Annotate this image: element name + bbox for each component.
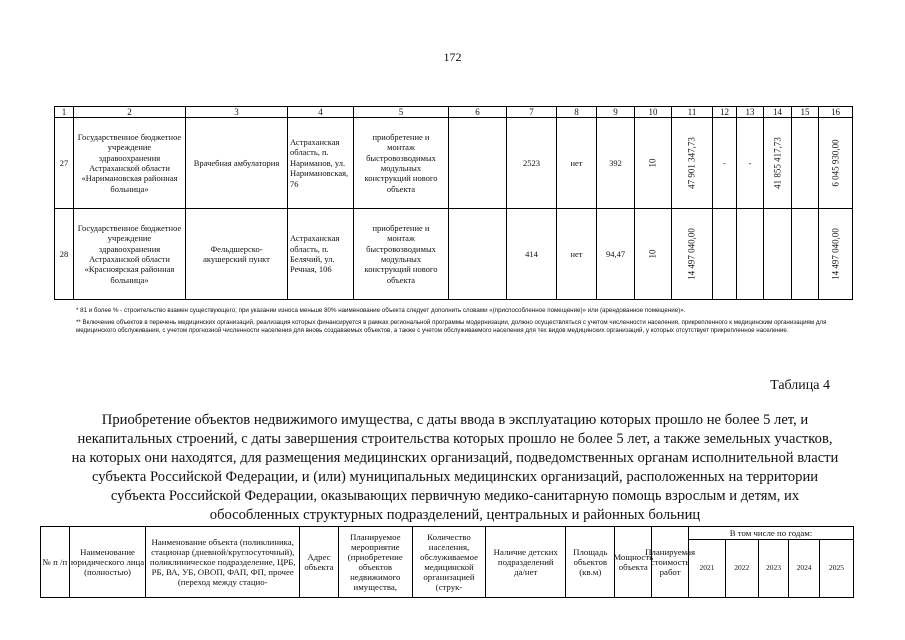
table-row — [55, 118, 853, 209]
column-number: 11 — [672, 107, 713, 118]
header-cell: Мощность объекта — [615, 527, 652, 598]
header-cell: Количество населения, обслуживаемое медицинской организацией (струк- — [412, 527, 486, 598]
year-header: 2023 — [758, 540, 789, 598]
header-cell: Планируемое мероприятие (приобретение объектов недвижимого имущества, — [338, 527, 412, 598]
header-cell: Адрес объекта — [300, 527, 339, 598]
area-cell: 392 — [597, 118, 635, 209]
header-cell: Наименование юридического лица (полностью) — [69, 527, 146, 598]
year-cell — [792, 118, 819, 209]
years-group-header: В том числе по годам: — [689, 527, 854, 540]
activity-cell: приобретение и монтаж быстровозводимых модульных конструкций нового объекта — [354, 118, 449, 209]
cell — [449, 118, 507, 209]
capacity-cell: 10 — [635, 118, 672, 209]
header-cell: Планируемая стоимость работ — [652, 527, 689, 598]
activity-cell: приобретение и монтаж быстровозводимых модульных конструкций нового объекта — [354, 209, 449, 300]
year-cell: - — [737, 118, 764, 209]
population-cell: 414 — [507, 209, 557, 300]
year-cell — [792, 209, 819, 300]
header-cell: Наличие детских подразделений да/нет — [486, 527, 566, 598]
column-number: 9 — [597, 107, 635, 118]
table-label: Таблица 4 — [770, 378, 830, 393]
object-name-cell: Фельдшерско-акушерский пункт — [186, 209, 288, 300]
footnotes — [76, 307, 836, 339]
address-cell: Астраханская область, п. Белячий, ул. Речная, 106 — [288, 209, 354, 300]
column-number: 6 — [449, 107, 507, 118]
year-cell: 6 045 930,00 — [819, 118, 853, 209]
table-row — [55, 209, 853, 300]
area-cell: 94,47 — [597, 209, 635, 300]
year-cell: 14 497 040,00 — [819, 209, 853, 300]
year-cell — [764, 209, 792, 300]
row-number: 28 — [55, 209, 74, 300]
column-number-row — [55, 107, 853, 118]
column-number: 10 — [635, 107, 672, 118]
footnote: ** Включение объектов в перечень медицинских организаций, реализация которых финансируется в рамках региональной программы модернизации, должно осуществляться с учетом численности населения, прикрепленного к медицинским организациям для медицинского обслуживания, с учетом прогнозной численности населения для вновь создаваемых объектов, а также с учетом обслуживаемого населения для тех видов медицинских организаций, у которых отсутствует прикрепленное население. — [76, 318, 827, 335]
column-number: 7 — [507, 107, 557, 118]
header-cell: № п /п — [41, 527, 70, 598]
year-cell — [713, 209, 737, 300]
year-header: 2021 — [689, 540, 726, 598]
column-number: 13 — [737, 107, 764, 118]
column-number: 4 — [288, 107, 354, 118]
data-table-bottom — [40, 526, 854, 598]
total-cost-cell: 47 901 347,73 — [672, 118, 713, 209]
column-number: 14 — [764, 107, 792, 118]
population-cell: 2523 — [507, 118, 557, 209]
children-cell: нет — [557, 118, 597, 209]
organization-cell: Государственное бюджетное учреждение здравоохранения Астраханской области «Красноярская районная больница» — [74, 209, 186, 300]
year-header: 2025 — [820, 540, 854, 598]
year-cell: 41 855 417,73 — [764, 118, 792, 209]
header-row — [41, 527, 854, 540]
row-number: 27 — [55, 118, 74, 209]
children-cell: нет — [557, 209, 597, 300]
year-header: 2022 — [725, 540, 758, 598]
column-number: 5 — [354, 107, 449, 118]
data-table-top — [54, 106, 853, 300]
column-number: 2 — [74, 107, 186, 118]
column-number: 8 — [557, 107, 597, 118]
address-cell: Астраханская область, п. Нариманов, ул. Наримановская, 76 — [288, 118, 354, 209]
page-number: 172 — [443, 50, 462, 64]
organization-cell: Государственное бюджетное учреждение здравоохранения Астраханской области «Наримановская районная больница» — [74, 118, 186, 209]
column-number: 3 — [186, 107, 288, 118]
year-header: 2024 — [789, 540, 820, 598]
column-number: 16 — [819, 107, 853, 118]
column-number: 12 — [713, 107, 737, 118]
column-number: 1 — [55, 107, 74, 118]
cell — [449, 209, 507, 300]
year-cell — [737, 209, 764, 300]
capacity-cell: 10 — [635, 209, 672, 300]
year-cell: - — [713, 118, 737, 209]
object-name-cell: Врачебная амбулатория — [186, 118, 288, 209]
header-cell: Наименование объекта (поликлиника, стационар (дневной/круглосуточный), поликлиническое подразделение, ЦРБ, РБ, ВА, УБ, ОВОП, ФАП, ФП, прочее (переход между стацио- — [146, 527, 300, 598]
column-number: 15 — [792, 107, 819, 118]
table-heading: Приобретение объектов недвижимого имущества, с даты ввода в эксплуатацию которых прошло не более 5 лет, и некапитальных строений, с даты завершения строительства которых прошло не более 5 лет, а также земельных участков, на которых они находятся, для размещения медицинских организаций, подведомственных органам исполнительной власти субъекта Российской Федерации, и (или) муниципальных медицинских организаций, расположенных на территории субъекта Российской Федерации, оказывающих первичную медико-санитарную помощь взрослым и детям, их обособленных структурных подразделений, центральных и районных больниц — [71, 412, 839, 523]
footnote: * 81 и более % - строительство взамен существующего; при указании износа меньше 80% наименование объекта следует дополнить словами «(приспособленное помещение)» или (арендованное помещение)». — [76, 307, 686, 314]
header-cell: Площадь объектов (кв.м) — [566, 527, 615, 598]
total-cost-cell: 14 497 040,00 — [672, 209, 713, 300]
